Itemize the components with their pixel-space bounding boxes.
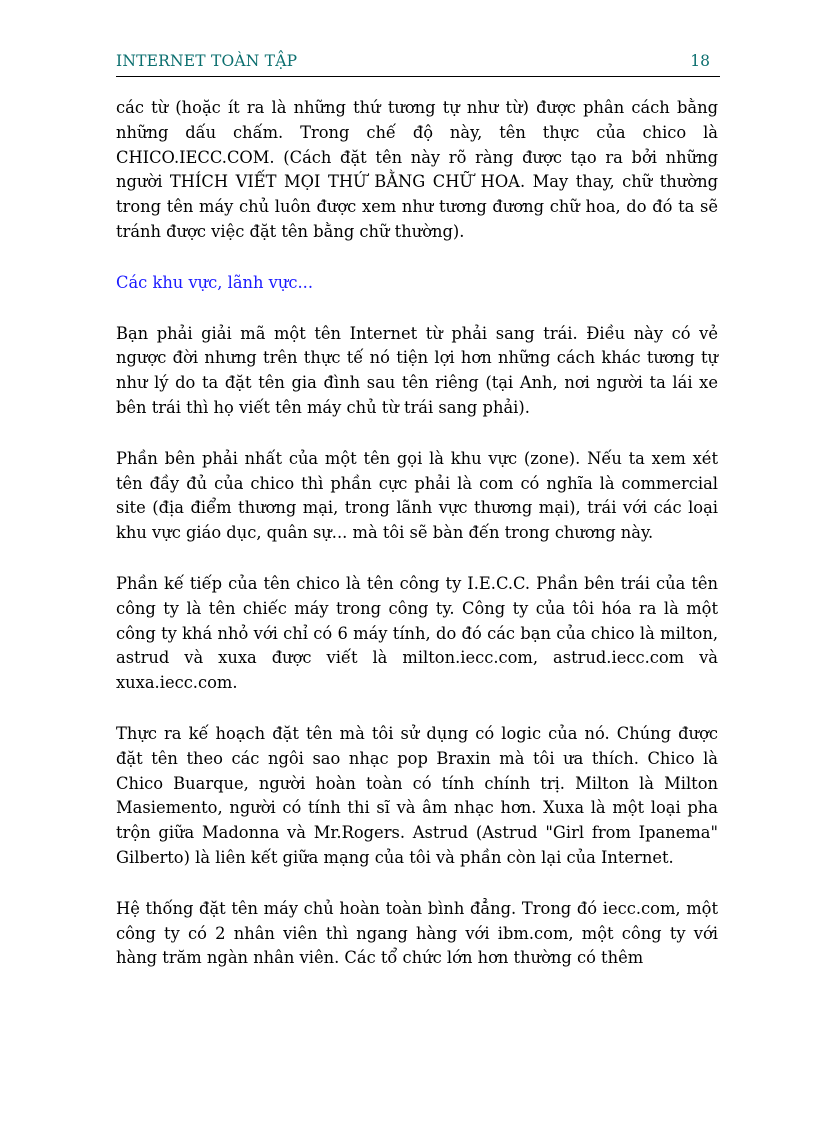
paragraph: các từ (hoặc ít ra là những thứ tương tự như từ) được phân cách bằng những dấu chấm. Trong chế độ này, tên thực của chico là CHICO.IECC.COM. (Cách đặt tên này rõ ràng được tạo ra bởi những người THÍCH VIẾT MỌI THỨ BẰNG CHỮ HOA. May thay, chữ thường trong tên máy chủ luôn được xem như tương đương chữ hoa, do đó ta sẽ tránh được việc đặt tên bằng chữ thường). (116, 98, 718, 241)
paragraph: Phần bên phải nhất của một tên gọi là khu vực (zone). Nếu ta xem xét tên đầy đủ của chico thì phần cực phải là com có nghĩa là commercial site (địa điểm thương mại, trong lãnh vực thương mại), trái với các loại khu vực giáo dục, quân sự... mà tôi sẽ bàn đến trong chương này. (116, 448, 718, 543)
header-title: INTERNET TOÀN TẬP (116, 52, 298, 70)
page-number: 18 (690, 52, 710, 70)
paragraph: Thực ra kế hoạch đặt tên mà tôi sử dụng có logic của nó. Chúng được đặt tên theo các ngôi sao nhạc pop Braxin mà tôi ưa thích. Chico là Chico Buarque, người hoàn toàn có tính chính trị. Milton là Milton Masiemento, người có tính thi sĩ và âm nhạc hơn. Xuxa là một loại pha trộn giữa Madonna và Mr.Rogers. Astrud (Astrud "Girl from Ipanema" Gilberto) là liên kết giữa mạng của tôi và phần còn lại của Internet. (116, 723, 718, 867)
paragraph: Phần kế tiếp của tên chico là tên công ty I.E.C.C. Phần bên trái của tên công ty là tên chiếc máy trong công ty. Công ty của tôi hóa ra là một công ty khá nhỏ với chỉ có 6 máy tính, do đó các bạn của chico là milton, astrud và xuxa được viết là milton.iecc.com, astrud.iecc.com và xuxa.iecc.com. (116, 573, 718, 693)
section-heading: Các khu vực, lãnh vực... (116, 272, 314, 292)
paragraph: Hệ thống đặt tên máy chủ hoàn toàn bình đẳng. Trong đó iecc.com, một công ty có 2 nhân viên thì ngang hàng với ibm.com, một công ty với hàng trăm ngàn nhân viên. Các tổ chức lớn hơn thường có thêm (116, 898, 718, 968)
body-text (116, 96, 718, 997)
paragraph: Bạn phải giải mã một tên Internet từ phải sang trái. Điều này có vẻ ngược đời nhưng trên thực tế nó tiện lợi hơn những cách khác tương tự như lý do ta đặt tên gia đình sau tên riêng (tại Anh, nơi người ta lái xe bên trái thì họ viết tên máy chủ từ trái sang phải). (116, 323, 718, 417)
page-header (116, 52, 720, 77)
